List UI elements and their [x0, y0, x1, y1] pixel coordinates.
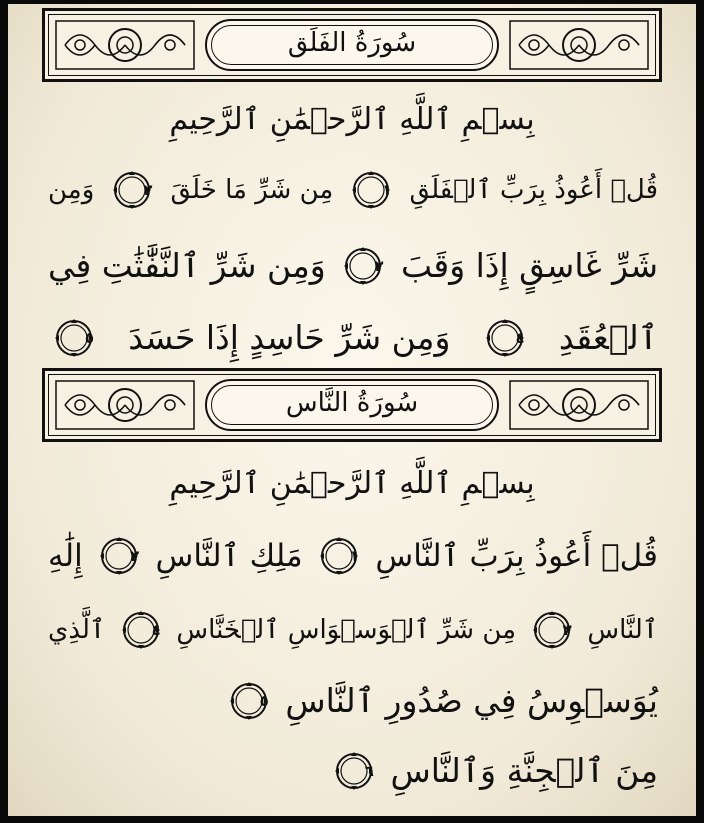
surah-header-nas	[42, 368, 662, 442]
basmala: بِسۡمِ ٱللَّهِ ٱلرَّحۡمَٰنِ ٱلرَّحِيمِ	[169, 466, 535, 501]
surah-title: سُورَةُ الفَلَق	[287, 28, 417, 58]
verse-line	[48, 159, 658, 219]
verse-text: مِنَ ٱلۡجِنَّةِ وَٱلنَّاسِ	[390, 750, 658, 790]
verse-text: مِن شَرِّ ٱلۡوَسۡوَاسِ ٱلۡخَنَّاسِ	[176, 614, 517, 645]
ayah-number: ٣	[562, 620, 572, 639]
ayah-marker	[121, 610, 161, 650]
arabesque-ornament-icon	[55, 380, 195, 430]
ayah-number: ٢	[129, 546, 140, 565]
ayah-number: ٤	[515, 328, 525, 347]
ayah-marker	[112, 170, 152, 210]
surah-title-cartouche	[205, 19, 499, 71]
arabesque-ornament-icon	[55, 20, 195, 70]
verse-line	[48, 524, 658, 584]
arabesque-ornament-icon	[509, 380, 649, 430]
arabesque-ornament-icon	[509, 20, 649, 70]
ayah-number: ٥	[259, 691, 269, 710]
verse-text: مَلِكِ ٱلنَّاسِ	[155, 537, 303, 574]
verse-text: ٱلنَّاسِ	[587, 614, 658, 645]
verse-text: وَمِن شَرِّ ٱلنَّفَّٰثَٰتِ فِي	[48, 245, 326, 285]
surah-header-falaq	[42, 8, 662, 82]
verse-text: وَمِن شَرِّ حَاسِدٍ إِذَا حَسَدَ	[128, 317, 451, 357]
verse-text: مِن شَرِّ مَا خَلَقَ	[170, 174, 334, 205]
verse-text: قُلۡ أَعُوذُ بِرَبِّ ٱلنَّاسِ	[375, 537, 658, 574]
verse-text: إِلَٰهِ	[48, 537, 83, 574]
ayah-number: ١	[382, 180, 392, 199]
surah-title: سُورَةُ النَّاس	[285, 388, 419, 418]
ayah-number: ٦	[364, 761, 374, 780]
ayah-marker	[54, 318, 94, 358]
ayah-marker	[99, 536, 139, 576]
ayah-number: ٥	[84, 328, 94, 347]
ayah-marker	[229, 681, 269, 721]
surah-title-cartouche	[205, 379, 499, 431]
ayah-marker	[343, 246, 383, 286]
verse-text: وَمِن	[48, 174, 95, 205]
verse-line	[48, 234, 658, 294]
mushaf-page	[8, 4, 696, 816]
ayah-number: ٢	[143, 180, 153, 199]
ayah-number: ٤	[151, 620, 161, 639]
ayah-marker	[532, 610, 572, 650]
verse-text: ٱلَّذِي	[48, 614, 106, 645]
ayah-number: ٣	[374, 256, 384, 275]
ayah-marker	[334, 751, 374, 791]
verse-line	[48, 306, 658, 366]
ayah-marker	[351, 170, 391, 210]
verse-line	[48, 599, 658, 659]
verse-line	[48, 739, 658, 799]
verse-text: شَرِّ غَاسِقٍ إِذَا وَقَبَ	[401, 245, 658, 285]
basmala: بِسۡمِ ٱللَّهِ ٱلرَّحۡمَٰنِ ٱلرَّحِيمِ	[169, 102, 535, 137]
verse-text: يُوَسۡوِسُ فِي صُدُورِ ٱلنَّاسِ	[285, 680, 658, 720]
ayah-marker	[319, 536, 359, 576]
verse-line	[48, 669, 658, 729]
verse-text: قُلۡ أَعُوذُ بِرَبِّ ٱلۡفَلَقِ	[409, 174, 659, 205]
verse-text: ٱلۡعُقَدِ	[558, 317, 659, 357]
ayah-number: ١	[349, 546, 360, 565]
ayah-marker	[485, 318, 525, 358]
